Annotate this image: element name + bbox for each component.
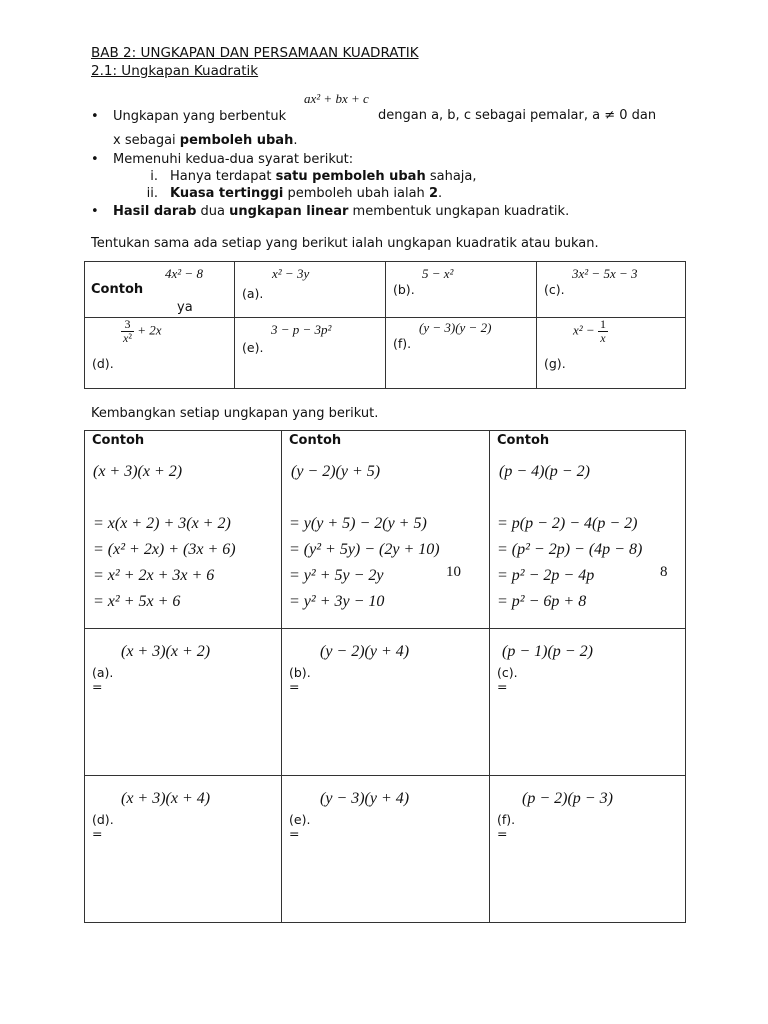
- example-expression: 4x² − 8: [165, 266, 203, 281]
- example1-step: = x² + 2x + 3x + 6: [93, 567, 215, 584]
- bullet1-text-a: Ungkapan yang berbentuk: [113, 109, 287, 124]
- exercise-e-expression: (y − 3)(y + 4): [320, 790, 410, 807]
- item-g-cell[interactable]: [537, 318, 686, 389]
- item-b-expression: 5 − x²: [422, 266, 454, 281]
- example3-stray-number: 8: [660, 564, 668, 580]
- exercise-e-label: (e).: [289, 812, 311, 827]
- example3-step: = p² − 6p + 8: [497, 593, 587, 610]
- task2-instruction: Kembangkan setiap ungkapan yang berikut.: [91, 406, 379, 421]
- notes-bullet-1: [91, 108, 286, 125]
- example1-label: Contoh: [92, 433, 145, 448]
- exercise-c-equals: =: [497, 679, 508, 694]
- item-d-label: (d).: [92, 356, 114, 371]
- example2-step: = y² + 5y − 2y: [289, 567, 384, 584]
- exercise-a-expression: (x + 3)(x + 2): [121, 643, 211, 660]
- example2-cell: [282, 431, 490, 629]
- item-a-cell[interactable]: [235, 262, 386, 318]
- exercise-d-cell[interactable]: [85, 776, 282, 923]
- exercise-c-label: (c).: [497, 665, 518, 680]
- item-b-cell[interactable]: [386, 262, 537, 318]
- exercise-c-cell[interactable]: [490, 629, 686, 776]
- exercise-d-label: (d).: [92, 812, 114, 827]
- notes-bullet-2: • Memenuhi kedua-dua syarat berikut:: [91, 151, 353, 168]
- item-c-cell[interactable]: [537, 262, 686, 318]
- exercise-f-expression: (p − 2)(p − 3): [522, 790, 613, 807]
- example2-steps: [289, 511, 440, 615]
- example1-step: = (x² + 2x) + (3x + 6): [93, 541, 236, 558]
- item-c-label: (c).: [544, 282, 565, 297]
- item-a-expression: x² − 3y: [272, 266, 310, 281]
- example1-steps: [93, 511, 236, 615]
- example1-step: = x(x + 2) + 3(x + 2): [93, 515, 231, 532]
- section-title: 2.1: Ungkapan Kuadratik: [91, 63, 259, 79]
- exercise-e-cell[interactable]: [282, 776, 490, 923]
- item-g-label: (g).: [544, 356, 566, 371]
- bullet1-text-b: dengan a, b, c sebagai pemalar, a ≠ 0 dan: [378, 108, 657, 123]
- notes-bullet-3: • Hasil darab dua ungkapan linear membentuk ungkapan kuadratik.: [91, 203, 569, 220]
- example1-expression: (x + 3)(x + 2): [93, 463, 183, 480]
- example3-step: = p² − 2p − 4p: [497, 567, 595, 584]
- item-f-cell[interactable]: [386, 318, 537, 389]
- exercise-a-label: (a).: [92, 665, 114, 680]
- exercise-a-equals: =: [92, 679, 103, 694]
- example3-label: Contoh: [497, 433, 550, 448]
- item-e-label: (e).: [242, 340, 264, 355]
- example3-expression: (p − 4)(p − 2): [499, 463, 590, 480]
- example-answer: ya: [177, 300, 193, 315]
- example2-step: = y(y + 5) − 2(y + 5): [289, 515, 427, 532]
- bullet1-text-c: x sebagai pemboleh ubah.: [113, 133, 298, 148]
- example3-cell: [490, 431, 686, 629]
- example2-label: Contoh: [289, 433, 342, 448]
- exercise-b-label: (b).: [289, 665, 311, 680]
- item-f-label: (f).: [393, 336, 412, 351]
- item-d-cell[interactable]: [85, 318, 235, 389]
- item-e-cell[interactable]: [235, 318, 386, 389]
- example2-step: = y² + 3y − 10: [289, 593, 385, 610]
- item-e-expression: 3 − p − 3p²: [271, 322, 332, 337]
- example-label: Contoh: [91, 282, 144, 297]
- item-a-label: (a).: [242, 286, 264, 301]
- item-d-expression: $\frac{3}{\text{x²}}$ + 2x: [123, 317, 162, 345]
- exercise-d-equals: =: [92, 826, 103, 841]
- exercise-e-equals: =: [289, 826, 300, 841]
- exercise-b-expression: (y − 2)(y + 4): [320, 643, 410, 660]
- exercise-d-expression: (x + 3)(x + 4): [121, 790, 211, 807]
- exercise-f-equals: =: [497, 826, 508, 841]
- example-cell: [85, 262, 235, 318]
- item-g-expression: x² − $\frac{1}{x}$: [573, 317, 606, 345]
- exercise-b-equals: =: [289, 679, 300, 694]
- condition-2: ii. Kuasa tertinggi pemboleh ubah ialah 2.: [146, 186, 443, 201]
- exercise-a-cell[interactable]: [85, 629, 282, 776]
- example1-cell: [85, 431, 282, 629]
- example2-step: = (y² + 5y) − (2y + 10): [289, 541, 440, 558]
- exercise-b-cell[interactable]: [282, 629, 490, 776]
- example3-step: = (p² − 2p) − (4p − 8): [497, 541, 643, 558]
- item-c-expression: 3x² − 5x − 3: [572, 266, 638, 281]
- example1-step: = x² + 5x + 6: [93, 593, 181, 610]
- example2-expression: (y − 2)(y + 5): [291, 463, 381, 480]
- chapter-title: BAB 2: UNGKAPAN DAN PERSAMAAN KUADRATIK: [91, 45, 419, 61]
- classification-table: [84, 261, 686, 389]
- exercise-c-expression: (p − 1)(p − 2): [502, 643, 593, 660]
- exercise-f-cell[interactable]: [490, 776, 686, 923]
- expansion-table: [84, 430, 686, 923]
- item-b-label: (b).: [393, 282, 415, 297]
- example2-stray-number: 10: [446, 564, 461, 580]
- exercise-f-label: (f).: [497, 812, 516, 827]
- example3-steps: [497, 511, 642, 615]
- example3-step: = p(p − 2) − 4(p − 2): [497, 515, 638, 532]
- general-form-formula: ax² + bx + c: [304, 91, 369, 106]
- item-f-expression: (y − 3)(y − 2): [419, 320, 492, 335]
- condition-1: i. Hanya terdapat satu pemboleh ubah sahaja,: [150, 169, 477, 184]
- task1-instruction: Tentukan sama ada setiap yang berikut ialah ungkapan kuadratik atau bukan.: [91, 236, 599, 251]
